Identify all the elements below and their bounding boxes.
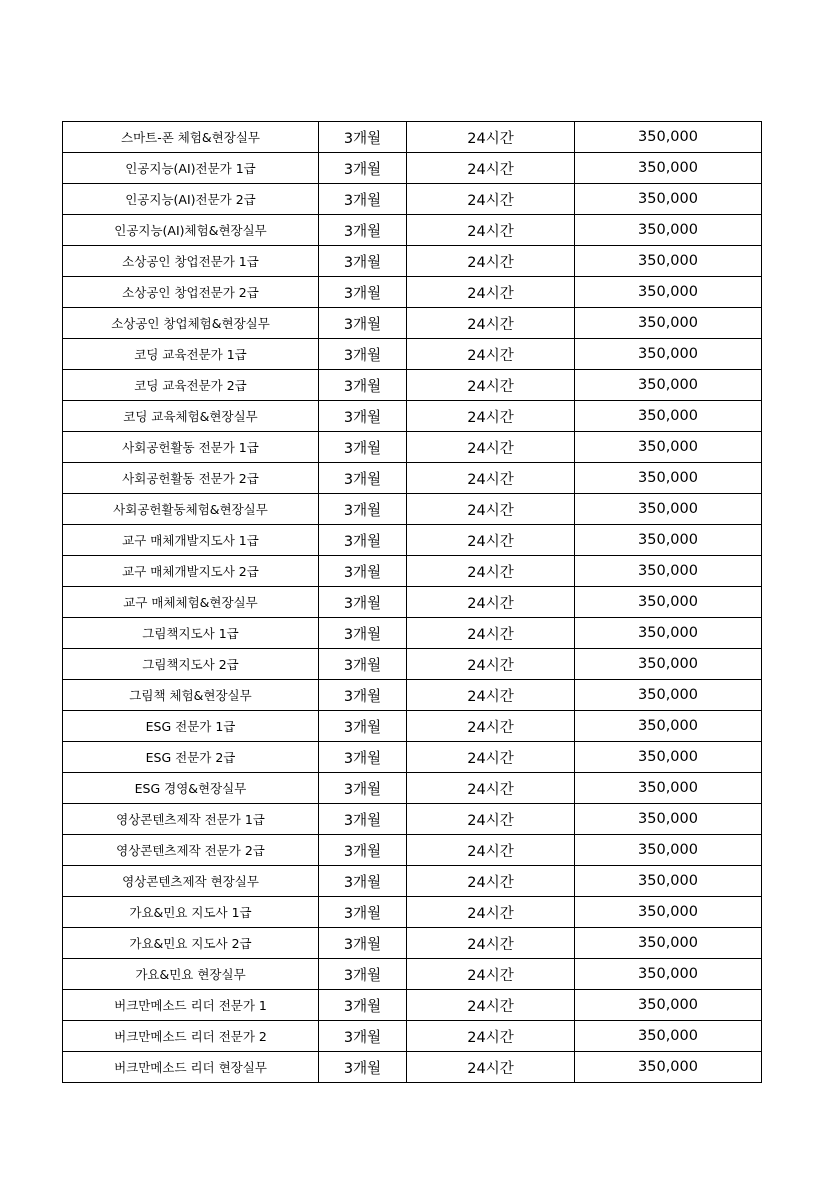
course-name-cell: 영상콘텐츠제작 현장실무 bbox=[63, 866, 319, 897]
course-hours-cell: 24시간 bbox=[407, 959, 575, 990]
table-row bbox=[63, 494, 762, 525]
course-hours-cell: 24시간 bbox=[407, 618, 575, 649]
course-hours-cell: 24시간 bbox=[407, 215, 575, 246]
course-fee-cell: 350,000 bbox=[575, 866, 762, 897]
course-name-cell: 교구 매체개발지도사 1급 bbox=[63, 525, 319, 556]
course-name-cell: 그림책 체험&현장실무 bbox=[63, 680, 319, 711]
course-hours-cell: 24시간 bbox=[407, 277, 575, 308]
course-period-cell: 3개월 bbox=[319, 308, 407, 339]
course-period-cell: 3개월 bbox=[319, 277, 407, 308]
course-hours-cell: 24시간 bbox=[407, 494, 575, 525]
course-name-cell: 사회공헌활동 전문가 1급 bbox=[63, 432, 319, 463]
table-row bbox=[63, 122, 762, 153]
course-fee-cell: 350,000 bbox=[575, 463, 762, 494]
course-period-cell: 3개월 bbox=[319, 184, 407, 215]
course-fee-cell: 350,000 bbox=[575, 308, 762, 339]
course-fee-cell: 350,000 bbox=[575, 370, 762, 401]
course-name-cell: 그림책지도사 2급 bbox=[63, 649, 319, 680]
course-fee-cell: 350,000 bbox=[575, 525, 762, 556]
table-row bbox=[63, 959, 762, 990]
table-row bbox=[63, 215, 762, 246]
course-fee-cell: 350,000 bbox=[575, 804, 762, 835]
table-row bbox=[63, 525, 762, 556]
course-fee-cell: 350,000 bbox=[575, 649, 762, 680]
course-name-cell: ESG 경영&현장실무 bbox=[63, 773, 319, 804]
course-name-cell: 가요&민요 현장실무 bbox=[63, 959, 319, 990]
course-fee-cell: 350,000 bbox=[575, 246, 762, 277]
course-fee-cell: 350,000 bbox=[575, 432, 762, 463]
course-hours-cell: 24시간 bbox=[407, 897, 575, 928]
course-period-cell: 3개월 bbox=[319, 153, 407, 184]
course-period-cell: 3개월 bbox=[319, 742, 407, 773]
course-name-cell: 영상콘텐츠제작 전문가 1급 bbox=[63, 804, 319, 835]
course-fee-cell: 350,000 bbox=[575, 618, 762, 649]
course-hours-cell: 24시간 bbox=[407, 246, 575, 277]
table-row bbox=[63, 587, 762, 618]
course-fee-cell: 350,000 bbox=[575, 835, 762, 866]
course-name-cell: 소상공인 창업전문가 2급 bbox=[63, 277, 319, 308]
course-fee-cell: 350,000 bbox=[575, 742, 762, 773]
course-period-cell: 3개월 bbox=[319, 897, 407, 928]
table-row bbox=[63, 370, 762, 401]
course-name-cell: 인공지능(AI)체험&현장실무 bbox=[63, 215, 319, 246]
table-row bbox=[63, 1021, 762, 1052]
course-hours-cell: 24시간 bbox=[407, 184, 575, 215]
course-name-cell: 그림책지도사 1급 bbox=[63, 618, 319, 649]
table-row bbox=[63, 618, 762, 649]
table-row bbox=[63, 1052, 762, 1083]
course-hours-cell: 24시간 bbox=[407, 339, 575, 370]
table-row bbox=[63, 835, 762, 866]
table-row bbox=[63, 990, 762, 1021]
course-hours-cell: 24시간 bbox=[407, 649, 575, 680]
course-fee-cell: 350,000 bbox=[575, 587, 762, 618]
course-hours-cell: 24시간 bbox=[407, 525, 575, 556]
table-row bbox=[63, 866, 762, 897]
course-fee-cell: 350,000 bbox=[575, 711, 762, 742]
course-name-cell: 코딩 교육체험&현장실무 bbox=[63, 401, 319, 432]
table-row bbox=[63, 277, 762, 308]
course-period-cell: 3개월 bbox=[319, 835, 407, 866]
table-row bbox=[63, 928, 762, 959]
course-fee-cell: 350,000 bbox=[575, 494, 762, 525]
course-period-cell: 3개월 bbox=[319, 649, 407, 680]
course-hours-cell: 24시간 bbox=[407, 835, 575, 866]
course-hours-cell: 24시간 bbox=[407, 990, 575, 1021]
course-name-cell: 소상공인 창업체험&현장실무 bbox=[63, 308, 319, 339]
course-name-cell: 사회공헌활동체험&현장실무 bbox=[63, 494, 319, 525]
course-fee-cell: 350,000 bbox=[575, 277, 762, 308]
course-hours-cell: 24시간 bbox=[407, 122, 575, 153]
course-period-cell: 3개월 bbox=[319, 556, 407, 587]
course-period-cell: 3개월 bbox=[319, 587, 407, 618]
table-row bbox=[63, 773, 762, 804]
course-fee-cell: 350,000 bbox=[575, 122, 762, 153]
course-hours-cell: 24시간 bbox=[407, 1052, 575, 1083]
table-row bbox=[63, 804, 762, 835]
course-fee-cell: 350,000 bbox=[575, 339, 762, 370]
course-hours-cell: 24시간 bbox=[407, 711, 575, 742]
course-period-cell: 3개월 bbox=[319, 711, 407, 742]
course-name-cell: 가요&민요 지도사 2급 bbox=[63, 928, 319, 959]
course-period-cell: 3개월 bbox=[319, 1021, 407, 1052]
course-period-cell: 3개월 bbox=[319, 959, 407, 990]
course-hours-cell: 24시간 bbox=[407, 866, 575, 897]
course-fee-cell: 350,000 bbox=[575, 1021, 762, 1052]
course-period-cell: 3개월 bbox=[319, 866, 407, 897]
course-hours-cell: 24시간 bbox=[407, 432, 575, 463]
course-fee-cell: 350,000 bbox=[575, 184, 762, 215]
course-fee-cell: 350,000 bbox=[575, 897, 762, 928]
course-fee-cell: 350,000 bbox=[575, 680, 762, 711]
table-row bbox=[63, 897, 762, 928]
course-period-cell: 3개월 bbox=[319, 339, 407, 370]
course-period-cell: 3개월 bbox=[319, 1052, 407, 1083]
course-name-cell: 교구 매체체험&현장실무 bbox=[63, 587, 319, 618]
course-name-cell: 사회공헌활동 전문가 2급 bbox=[63, 463, 319, 494]
course-period-cell: 3개월 bbox=[319, 370, 407, 401]
course-name-cell: 버크만메소드 리더 전문가 2 bbox=[63, 1021, 319, 1052]
course-period-cell: 3개월 bbox=[319, 246, 407, 277]
course-hours-cell: 24시간 bbox=[407, 463, 575, 494]
course-period-cell: 3개월 bbox=[319, 432, 407, 463]
course-name-cell: 버크만메소드 리더 현장실무 bbox=[63, 1052, 319, 1083]
course-name-cell: 소상공인 창업전문가 1급 bbox=[63, 246, 319, 277]
course-period-cell: 3개월 bbox=[319, 215, 407, 246]
table-row bbox=[63, 463, 762, 494]
course-period-cell: 3개월 bbox=[319, 618, 407, 649]
course-period-cell: 3개월 bbox=[319, 122, 407, 153]
table-row bbox=[63, 649, 762, 680]
table-row bbox=[63, 711, 762, 742]
course-hours-cell: 24시간 bbox=[407, 680, 575, 711]
course-period-cell: 3개월 bbox=[319, 680, 407, 711]
course-fee-cell: 350,000 bbox=[575, 401, 762, 432]
course-fee-cell: 350,000 bbox=[575, 153, 762, 184]
course-hours-cell: 24시간 bbox=[407, 556, 575, 587]
course-name-cell: 인공지능(AI)전문가 2급 bbox=[63, 184, 319, 215]
course-fee-cell: 350,000 bbox=[575, 959, 762, 990]
course-name-cell: 교구 매체개발지도사 2급 bbox=[63, 556, 319, 587]
course-period-cell: 3개월 bbox=[319, 494, 407, 525]
course-hours-cell: 24시간 bbox=[407, 1021, 575, 1052]
course-name-cell: 가요&민요 지도사 1급 bbox=[63, 897, 319, 928]
course-fee-cell: 350,000 bbox=[575, 773, 762, 804]
course-fee-cell: 350,000 bbox=[575, 215, 762, 246]
table-row bbox=[63, 432, 762, 463]
course-period-cell: 3개월 bbox=[319, 928, 407, 959]
table-row bbox=[63, 339, 762, 370]
course-name-cell: 인공지능(AI)전문가 1급 bbox=[63, 153, 319, 184]
course-hours-cell: 24시간 bbox=[407, 308, 575, 339]
table-row bbox=[63, 184, 762, 215]
course-name-cell: ESG 전문가 2급 bbox=[63, 742, 319, 773]
course-fee-cell: 350,000 bbox=[575, 928, 762, 959]
course-name-cell: 코딩 교육전문가 1급 bbox=[63, 339, 319, 370]
course-table-body bbox=[63, 122, 762, 1083]
course-period-cell: 3개월 bbox=[319, 525, 407, 556]
course-hours-cell: 24시간 bbox=[407, 928, 575, 959]
table-row bbox=[63, 246, 762, 277]
course-period-cell: 3개월 bbox=[319, 990, 407, 1021]
table-row bbox=[63, 556, 762, 587]
course-fee-cell: 350,000 bbox=[575, 990, 762, 1021]
table-row bbox=[63, 401, 762, 432]
course-table bbox=[62, 121, 762, 1083]
course-name-cell: 버크만메소드 리더 전문가 1 bbox=[63, 990, 319, 1021]
table-row bbox=[63, 680, 762, 711]
course-name-cell: ESG 전문가 1급 bbox=[63, 711, 319, 742]
table-row bbox=[63, 153, 762, 184]
course-hours-cell: 24시간 bbox=[407, 742, 575, 773]
course-period-cell: 3개월 bbox=[319, 773, 407, 804]
course-name-cell: 코딩 교육전문가 2급 bbox=[63, 370, 319, 401]
course-name-cell: 스마트-폰 체험&현장실무 bbox=[63, 122, 319, 153]
course-period-cell: 3개월 bbox=[319, 804, 407, 835]
course-fee-cell: 350,000 bbox=[575, 556, 762, 587]
course-fee-cell: 350,000 bbox=[575, 1052, 762, 1083]
course-hours-cell: 24시간 bbox=[407, 153, 575, 184]
course-name-cell: 영상콘텐츠제작 전문가 2급 bbox=[63, 835, 319, 866]
course-hours-cell: 24시간 bbox=[407, 370, 575, 401]
course-hours-cell: 24시간 bbox=[407, 401, 575, 432]
course-period-cell: 3개월 bbox=[319, 401, 407, 432]
course-hours-cell: 24시간 bbox=[407, 804, 575, 835]
course-hours-cell: 24시간 bbox=[407, 587, 575, 618]
course-hours-cell: 24시간 bbox=[407, 773, 575, 804]
table-row bbox=[63, 742, 762, 773]
table-row bbox=[63, 308, 762, 339]
course-period-cell: 3개월 bbox=[319, 463, 407, 494]
